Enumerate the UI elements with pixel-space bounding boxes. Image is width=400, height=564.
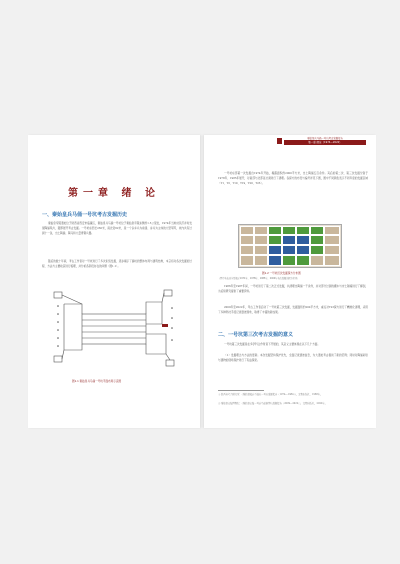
grid-cell	[268, 235, 282, 245]
running-header-title: 秦始皇兵马俑一号坑考古发掘报告	[307, 137, 343, 140]
grid-cell	[240, 226, 254, 235]
grid-cell	[282, 255, 296, 266]
ramp-nw	[64, 304, 82, 314]
figure-1-2-note: （图中各色块分别表示1974年、1978年、1985年、2009年各次发掘的探方位置）	[218, 277, 300, 280]
figure-1-2-caption: 图1.2 一号坑历次发掘探方分布图	[262, 272, 301, 275]
corner-structure-se	[166, 360, 174, 366]
chapter-title: 第一章 绪 论	[68, 188, 160, 199]
section-heading-significance: 二、一号坑第三次考古发掘的意义	[218, 332, 294, 338]
ramp-ne	[146, 302, 162, 324]
corner-structure-sw	[54, 356, 62, 362]
footnote-divider	[218, 390, 264, 391]
grid-cell	[268, 245, 282, 255]
paragraph-second-excavation: 1986年至1987年间，一号坑进行了第二次正式发掘，共清理出陶俑一千余件，并对部分过洞的棚木与夯土隔墙进行了解剖，为后续研究提供了重要资料。	[218, 285, 368, 293]
grid-cell	[324, 226, 340, 235]
pit-main-hall	[82, 314, 146, 344]
grid-cell	[324, 245, 340, 255]
grid-cell	[324, 235, 340, 245]
grid-cell	[254, 226, 268, 235]
grid-cell	[240, 235, 254, 245]
section-heading-history: 一、秦始皇兵马俑一号坑考古发掘历史	[42, 212, 128, 218]
grid-cell	[296, 245, 310, 255]
paragraph-third-excavation: 2009年至2022年，考古工作者启动了一号坑第三次发掘，发掘面积约200平方米，重点对T23探方进行了精细化清理，采用了多种科技手段记录遗迹现象，取得了丰富的新成果。	[218, 306, 368, 314]
grid-cell	[254, 235, 268, 245]
grid-cell	[310, 245, 324, 255]
paragraph-excavations: 随后的数十年间，考古工作者对一号坑进行了多次系统发掘，逐步揭示了俑坑的整体布局与建筑结构，本章将对各次发掘的过程、方法与主要收获进行梳理，并分析各阶段存在的问题（图1.1）。	[42, 260, 192, 268]
header-emblem-icon	[277, 138, 282, 144]
pit-plan-figure	[44, 284, 184, 376]
running-header-bar: 第一章 绪论（1974—2022）	[284, 140, 366, 145]
grid-cell	[282, 235, 296, 245]
grid-cell	[310, 235, 324, 245]
grid-cell	[310, 226, 324, 235]
grid-cell	[282, 226, 296, 235]
grid-cell	[310, 255, 324, 266]
grid-cell	[254, 255, 268, 266]
excavation-grid-figure	[238, 224, 342, 268]
right-page	[204, 135, 376, 428]
grid-cell	[240, 245, 254, 255]
ramp-e	[146, 334, 166, 354]
figure-1-1-caption: 图1.1 秦始皇兵马俑一号坑平面布局示意图	[72, 380, 122, 383]
grid-cell	[240, 255, 254, 266]
paragraph-first-excavation: 一号坑东部第一次发掘自1974年开始，揭露面积约2000平方米，出土陶俑五百余件。其后的第二次、第三次发掘分别于1978年、1985年展开，对南部与北部各过洞进行了清理。各探方的布设与编号详见下图，图中不同颜色表示不同年度的发掘区域（T1、T2、T10、T19、T20、T23）。	[218, 172, 368, 185]
ramp-w	[64, 304, 82, 350]
pit-highlight-marker	[162, 324, 168, 327]
grid-cell	[282, 245, 296, 255]
paragraph-intro: 秦始皇帝陵遗址位于陕西省西安市临潼区，秦始皇兵马俑一号坑位于秦始皇帝陵东侧约1.5公里处，1974年当地村民打井时发现陶俑残片，随即展开考古发掘。一号坑东西长230米，南北宽62米，是一个以车兵为前锋、步兵为主体的大型军阵，坑内共有过洞十一条，出土陶俑、陶马和大量青铜兵器。	[42, 222, 192, 235]
footnote-2: ② 秦始皇帝陵博物院：《秦始皇帝陵一号兵马俑陪葬坑发掘报告（2009—2022）》，文物出版社，2022年。	[218, 402, 327, 405]
paragraph-significance-point-1: （1）发掘理念与方法的更新。本次发掘坚持保护优先，全面记录遗迹信息，为大遗址考古提供了新的范例；同时对陶俑彩绘与遗物的现场保护进行了有益探索。	[218, 354, 368, 362]
grid-cell	[296, 235, 310, 245]
paragraph-significance-intro: 一号坑第三次发掘是在多学科合作背景下开展的，其意义主要体现在以下几个方面。	[224, 343, 320, 346]
footnote-1: ① 陕西省考古研究所：《秦始皇陵兵马俑坑一号坑发掘报告（1974—1984）》，文物出版社，1988年。	[218, 393, 323, 396]
grid-cell	[296, 255, 310, 266]
grid-cell	[296, 226, 310, 235]
grid-cell	[324, 255, 340, 266]
left-page	[28, 135, 200, 428]
grid-cell	[268, 226, 282, 235]
corner-structure-nw	[54, 292, 62, 298]
grid-cell	[268, 255, 282, 266]
corner-structure-ne	[164, 290, 172, 296]
grid-cell	[254, 245, 268, 255]
